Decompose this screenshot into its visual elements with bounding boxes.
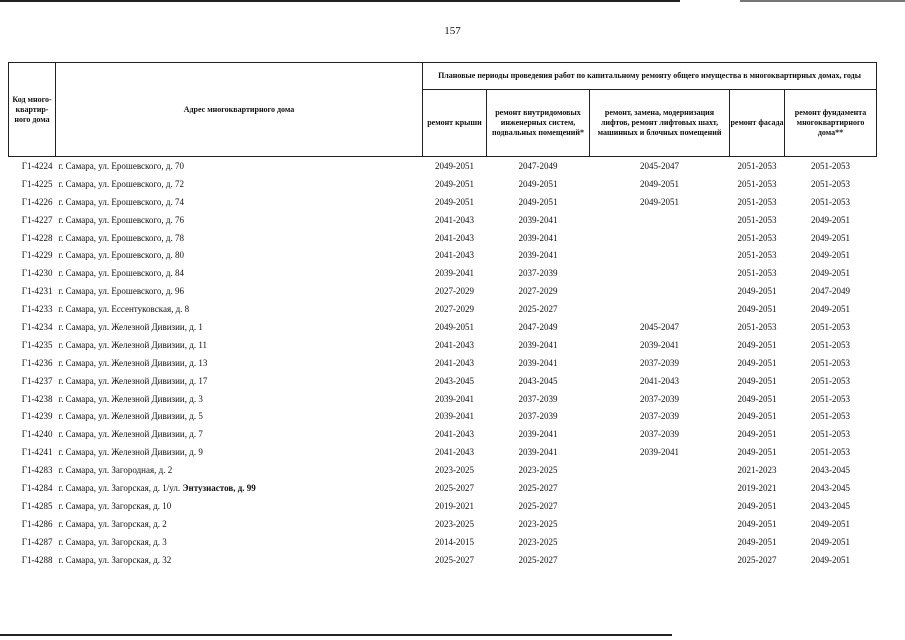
cell-engineering: 2025-2027 (518, 500, 558, 511)
cell-roof: 2039-2041 (435, 411, 474, 422)
header-code: Код много-квартир-ного дома (9, 63, 56, 157)
cell-code: Г1-4231 (21, 286, 53, 297)
cell-roof: 2041-2043 (435, 447, 474, 458)
cell-roof: 2023-2025 (435, 465, 474, 476)
cell-foundation: 2049-2051 (811, 214, 851, 225)
cell-elevator (590, 211, 730, 229)
cell-code: Г1-4229 (21, 250, 53, 261)
cell-facade: 2049-2051 (737, 500, 777, 511)
cell-engineering: 2049-2051 (518, 178, 558, 189)
cell-code: Г1-4284 (21, 482, 53, 493)
cell-engineering: 2025-2027 (518, 554, 558, 565)
cell-facade: 2019-2021 (737, 482, 777, 493)
cell-engineering: 2037-2039 (518, 393, 558, 404)
cell-roof: 2041-2043 (435, 339, 474, 350)
capital-repair-table (8, 62, 877, 568)
cell-address: г. Самара, ул. Ерошевского, д. 84 (58, 268, 184, 279)
cell-facade: 2049-2051 (737, 447, 777, 458)
cell-foundation: 2043-2045 (811, 482, 851, 493)
cell-roof: 2049-2051 (435, 196, 474, 207)
cell-foundation: 2049-2051 (811, 250, 851, 261)
cell-facade: 2025-2027 (737, 554, 777, 565)
cell-foundation: 2049-2051 (811, 268, 851, 279)
cell-code: Г1-4230 (21, 268, 53, 279)
table-row (9, 372, 877, 390)
cell-roof: 2049-2051 (435, 160, 474, 171)
cell-code: Г1-4239 (21, 411, 53, 422)
cell-facade: 2051-2053 (737, 250, 777, 261)
cell-address: г. Самара, ул. Ерошевского, д. 78 (58, 232, 184, 243)
cell-address: г. Самара, ул. Железной Дивизии, д. 5 (58, 411, 203, 422)
cell-roof: 2039-2041 (435, 393, 474, 404)
cell-elevator: 2037-2039 (640, 411, 679, 422)
cell-foundation: 2051-2053 (811, 447, 851, 458)
cell-foundation: 2049-2051 (811, 536, 851, 547)
table-row (9, 229, 877, 247)
cell-address: г. Самара, ул. Ерошевского, д. 96 (58, 286, 184, 297)
table-row (9, 443, 877, 461)
cell-facade: 2049-2051 (737, 411, 777, 422)
cell-foundation: 2047-2049 (811, 286, 851, 297)
cell-foundation: 2051-2053 (811, 339, 851, 350)
cell-engineering: 2039-2041 (518, 339, 558, 350)
table-row (9, 246, 877, 264)
header-engineering: ремонт внутридомовых инженерных систем, подвальных помещений* (487, 90, 590, 157)
table-row (9, 425, 877, 443)
cell-code: Г1-4287 (21, 536, 53, 547)
cell-engineering: 2039-2041 (518, 214, 558, 225)
cell-roof: 2041-2043 (435, 429, 474, 440)
cell-engineering: 2039-2041 (518, 447, 558, 458)
cell-address: г. Самара, ул. Железной Дивизии, д. 13 (58, 357, 208, 368)
cell-address: г. Самара, ул. Ерошевского, д. 80 (58, 250, 184, 261)
cell-elevator (590, 264, 730, 282)
table-row (9, 390, 877, 408)
cell-facade: 2049-2051 (737, 375, 777, 386)
table-row (9, 193, 877, 211)
cell-address: г. Самара, ул. Загорская, д. 1/ул. Энтузиастов, д. 99 (58, 482, 256, 493)
cell-elevator (590, 300, 730, 318)
cell-code: Г1-4233 (21, 304, 53, 315)
table-row (9, 515, 877, 533)
table-row (9, 211, 877, 229)
cell-address: г. Самара, ул. Загородная, д. 2 (58, 465, 173, 476)
cell-roof: 2023-2025 (435, 518, 474, 529)
cell-address: г. Самара, ул. Железной Дивизии, д. 9 (58, 447, 203, 458)
cell-code: Г1-4227 (21, 214, 53, 225)
cell-code: Г1-4228 (21, 232, 53, 243)
table-row (9, 461, 877, 479)
cell-elevator (590, 246, 730, 264)
cell-foundation: 2043-2045 (811, 500, 851, 511)
cell-foundation: 2049-2051 (811, 554, 851, 565)
cell-elevator (590, 533, 730, 551)
cell-facade: 2049-2051 (737, 536, 777, 547)
table-row (9, 175, 877, 193)
header-roof: ремонт крыши (423, 90, 487, 157)
table-body (9, 157, 877, 569)
cell-elevator (590, 229, 730, 247)
cell-engineering: 2027-2029 (518, 286, 558, 297)
bottom-rule (0, 634, 672, 636)
page-number: 157 (444, 25, 461, 37)
cell-facade: 2049-2051 (737, 286, 777, 297)
table-row (9, 497, 877, 515)
cell-roof: 2027-2029 (435, 286, 474, 297)
cell-roof: 2049-2051 (435, 178, 474, 189)
table-row (9, 300, 877, 318)
cell-elevator (590, 479, 730, 497)
cell-foundation: 2051-2053 (811, 321, 851, 332)
cell-address: г. Самара, ул. Загорская, д. 32 (58, 554, 172, 565)
cell-foundation: 2051-2053 (811, 196, 851, 207)
table-row (9, 336, 877, 354)
cell-elevator: 2039-2041 (640, 339, 679, 350)
cell-roof: 2039-2041 (435, 268, 474, 279)
cell-foundation: 2051-2053 (811, 375, 851, 386)
cell-roof: 2027-2029 (435, 304, 474, 315)
cell-facade: 2049-2051 (737, 518, 777, 529)
cell-elevator (590, 461, 730, 479)
header-elevator: ремонт, замена, модернизация лифтов, ремонт лифтовых шахт, машинных и блочных помещений (590, 90, 730, 157)
cell-address: г. Самара, ул. Загорская, д. 10 (58, 500, 172, 511)
cell-elevator: 2037-2039 (640, 429, 679, 440)
table-row (9, 282, 877, 300)
cell-elevator: 2045-2047 (640, 160, 679, 171)
cell-roof: 2043-2045 (435, 375, 474, 386)
cell-roof: 2025-2027 (435, 554, 474, 565)
cell-facade: 2051-2053 (737, 232, 777, 243)
cell-facade: 2049-2051 (737, 393, 777, 404)
table-row (9, 551, 877, 569)
table-row (9, 157, 877, 175)
cell-facade: 2051-2053 (737, 214, 777, 225)
cell-elevator (590, 282, 730, 300)
cell-address: г. Самара, ул. Ерошевского, д. 74 (58, 196, 184, 207)
cell-code: Г1-4226 (21, 196, 53, 207)
cell-code: Г1-4236 (21, 357, 53, 368)
cell-elevator: 2049-2051 (640, 196, 679, 207)
header-address: Адрес многоквартирного дома (56, 63, 423, 157)
cell-elevator: 2037-2039 (640, 393, 679, 404)
table-row (9, 479, 877, 497)
cell-engineering: 2043-2045 (518, 375, 558, 386)
cell-engineering: 2039-2041 (518, 357, 558, 368)
cell-roof: 2025-2027 (435, 482, 474, 493)
cell-facade: 2021-2023 (737, 465, 777, 476)
table-row (9, 533, 877, 551)
cell-elevator (590, 497, 730, 515)
cell-foundation: 2043-2045 (811, 465, 851, 476)
cell-address: г. Самара, ул. Железной Дивизии, д. 17 (58, 375, 208, 386)
cell-foundation: 2049-2051 (811, 232, 851, 243)
cell-facade: 2051-2053 (737, 268, 777, 279)
cell-foundation: 2049-2051 (811, 304, 851, 315)
cell-address: г. Самара, ул. Железной Дивизии, д. 1 (58, 321, 203, 332)
cell-engineering: 2023-2025 (518, 465, 558, 476)
header-periods: Плановые периоды проведения работ по капитальному ремонту общего имущества в многоквартирных домах, годы (423, 63, 877, 90)
cell-code: Г1-4224 (21, 160, 53, 171)
cell-engineering: 2039-2041 (518, 232, 558, 243)
table-row (9, 407, 877, 425)
cell-engineering: 2049-2051 (518, 196, 558, 207)
cell-facade: 2051-2053 (737, 321, 777, 332)
cell-foundation: 2051-2053 (811, 178, 851, 189)
cell-facade: 2049-2051 (737, 429, 777, 440)
cell-foundation: 2049-2051 (811, 518, 851, 529)
cell-address: г. Самара, ул. Железной Дивизии, д. 3 (58, 393, 203, 404)
cell-code: Г1-4225 (21, 178, 53, 189)
cell-engineering: 2047-2049 (518, 321, 558, 332)
cell-facade: 2051-2053 (737, 196, 777, 207)
cell-roof: 2019-2021 (435, 500, 474, 511)
cell-code: Г1-4288 (21, 554, 53, 565)
cell-engineering: 2023-2025 (518, 518, 558, 529)
cell-foundation: 2051-2053 (811, 429, 851, 440)
cell-engineering: 2037-2039 (518, 411, 558, 422)
cell-facade: 2051-2053 (737, 160, 777, 171)
table-row (9, 354, 877, 372)
cell-code: Г1-4240 (21, 429, 53, 440)
cell-address: г. Самара, ул. Загорская, д. 3 (58, 536, 167, 547)
cell-roof: 2041-2043 (435, 357, 474, 368)
cell-engineering: 2039-2041 (518, 429, 558, 440)
cell-elevator: 2041-2043 (640, 375, 679, 386)
cell-code: Г1-4286 (21, 518, 53, 529)
cell-elevator: 2049-2051 (640, 178, 679, 189)
cell-facade: 2051-2053 (737, 178, 777, 189)
cell-engineering: 2037-2039 (518, 268, 558, 279)
cell-roof: 2041-2043 (435, 250, 474, 261)
cell-address: г. Самара, ул. Ерошевского, д. 70 (58, 160, 184, 171)
cell-elevator: 2039-2041 (640, 447, 679, 458)
cell-code: Г1-4285 (21, 500, 53, 511)
cell-code: Г1-4235 (21, 339, 53, 350)
cell-elevator: 2037-2039 (640, 357, 679, 368)
cell-address: г. Самара, ул. Ерошевского, д. 72 (58, 178, 184, 189)
cell-address: г. Самара, ул. Железной Дивизии, д. 11 (58, 339, 207, 350)
table-row (9, 318, 877, 336)
cell-engineering: 2025-2027 (518, 304, 558, 315)
cell-engineering: 2047-2049 (518, 160, 558, 171)
cell-elevator (590, 515, 730, 533)
table-row (9, 264, 877, 282)
cell-foundation: 2051-2053 (811, 160, 851, 171)
cell-code: Г1-4283 (21, 465, 53, 476)
cell-engineering: 2025-2027 (518, 482, 558, 493)
cell-roof: 2041-2043 (435, 214, 474, 225)
cell-code: Г1-4234 (21, 321, 53, 332)
header-foundation: ремонт фундамента многоквартирного дома** (785, 90, 877, 157)
cell-foundation: 2051-2053 (811, 411, 851, 422)
cell-facade: 2049-2051 (737, 357, 777, 368)
cell-elevator: 2045-2047 (640, 321, 679, 332)
cell-elevator (590, 551, 730, 569)
cell-foundation: 2051-2053 (811, 357, 851, 368)
cell-roof: 2014-2015 (435, 536, 474, 547)
cell-roof: 2041-2043 (435, 232, 474, 243)
cell-facade: 2049-2051 (737, 339, 777, 350)
cell-code: Г1-4241 (21, 447, 53, 458)
cell-address: г. Самара, ул. Ессентуковская, д. 8 (58, 304, 190, 315)
cell-code: Г1-4238 (21, 393, 53, 404)
cell-address: г. Самара, ул. Железной Дивизии, д. 7 (58, 429, 203, 440)
cell-engineering: 2039-2041 (518, 250, 558, 261)
cell-facade: 2049-2051 (737, 304, 777, 315)
address-bold-part: Энтузиастов, д. 99 (182, 482, 256, 493)
cell-roof: 2049-2051 (435, 321, 474, 332)
top-rule (0, 0, 905, 8)
cell-foundation: 2051-2053 (811, 393, 851, 404)
header-facade: ремонт фасада (730, 90, 785, 157)
cell-engineering: 2023-2025 (518, 536, 558, 547)
cell-code: Г1-4237 (21, 375, 53, 386)
cell-address: г. Самара, ул. Ерошевского, д. 76 (58, 214, 184, 225)
cell-address: г. Самара, ул. Загорская, д. 2 (58, 518, 167, 529)
